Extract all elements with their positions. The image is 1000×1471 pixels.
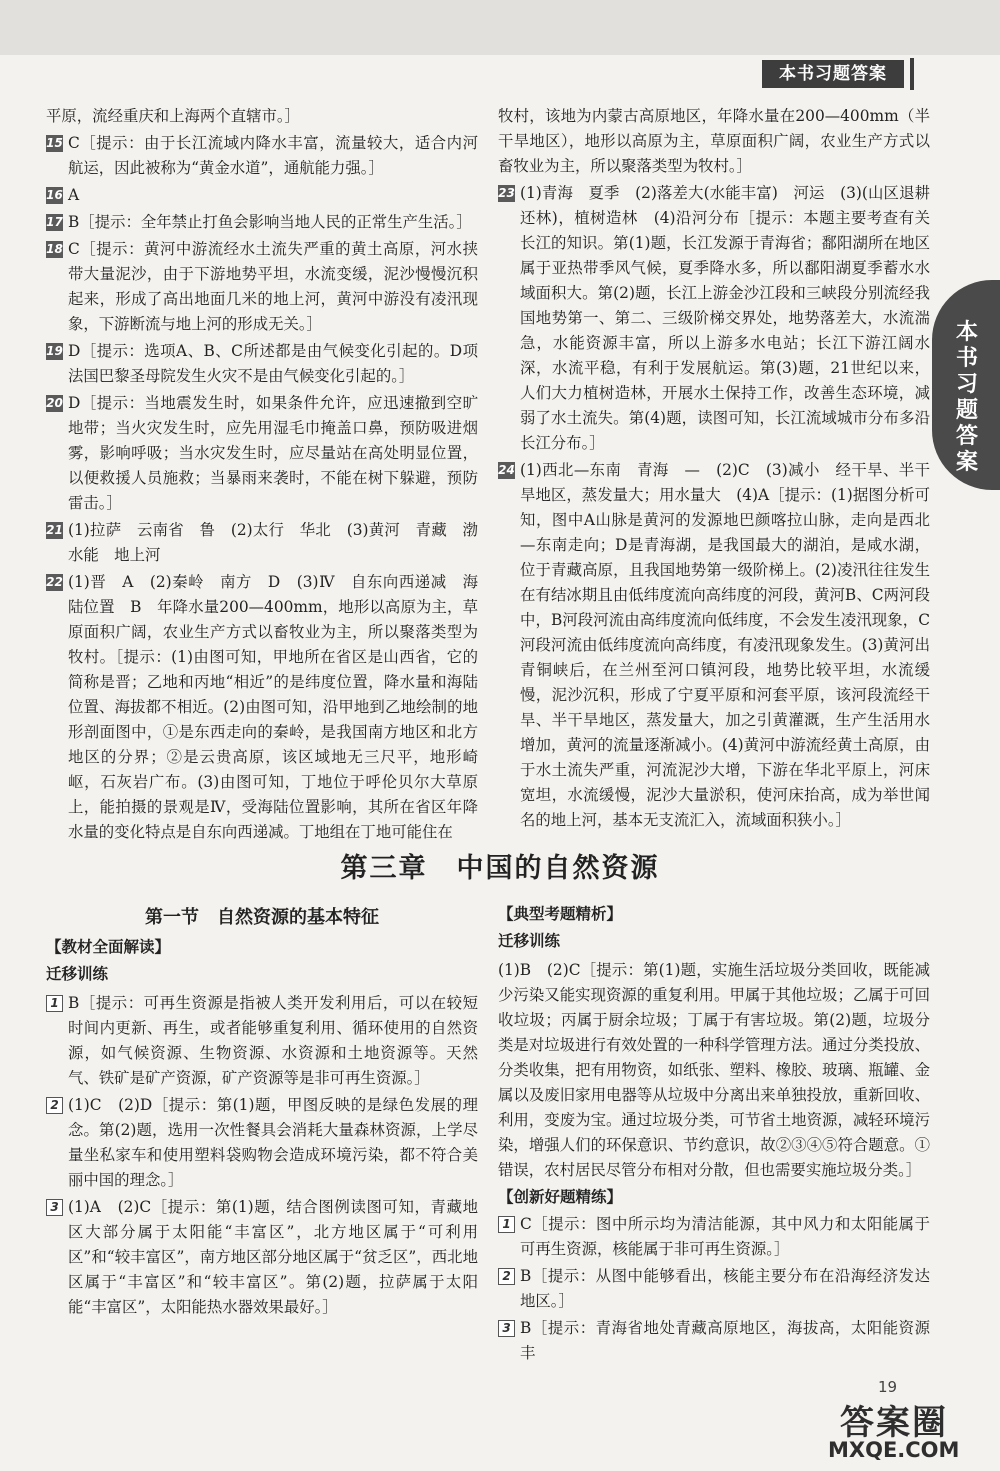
- answer-item: [46, 131, 478, 181]
- section-title: 第一节 自然资源的基本特征: [145, 907, 379, 928]
- right-bottom-items: [498, 1212, 930, 1366]
- question-number-badge: 1: [498, 1216, 515, 1233]
- question-number-badge: 16: [46, 188, 63, 202]
- answer-text: (1)A (2)C［提示：第(1)题，结合图例读图可知，青藏地区大部分属于太阳能“丰富区”，北方地区属于“可利用区”和“较丰富区”，南方地区部分地区属于“贫乏区”，西北地区属于“丰富区”和“较丰富区”。第(2)题，拉萨属于太阳能“丰富区”，太阳能热水器效果最好。］: [68, 1198, 478, 1316]
- section-head-typical: 【典型考题精析】: [498, 905, 623, 923]
- side-tab-label: 本书习题答案: [955, 320, 978, 475]
- answer-text: (1)C (2)D［提示：第(1)题，甲图反映的是绿色发展的理念。第(2)题，选用一次性餐具会消耗大量森林资源，上学尽量坐私家车和使用塑料袋购物会造成环境污染，都不符合美丽中国的理念。］: [68, 1096, 478, 1189]
- question-number-badge: 21: [46, 523, 63, 537]
- answer-text: C［提示：黄河中游流经水土流失严重的黄土高原，河水挟带大量泥沙，由于下游地势平坦，水流变缓，泥沙慢慢沉积起来，形成了高出地面几米的地上河，黄河中游没有凌汛现象，下游断流与地上河的形成无关。］: [68, 240, 478, 333]
- question-number-badge: 22: [46, 575, 63, 589]
- answer-text: (1)晋 A (2)秦岭 南方 D (3)Ⅳ 自东向西递减 海陆位置 B 年降水量200—400mm，地形以高原为主，草原面积广阔，农业生产方式以畜牧业为主，所以聚落类型为牧村。［提示：(1)由图可知，甲地所在省区是山西省，它的简称是晋；乙地和丙地“相近”的是纬度位置，降水量和海陆位置、海拔都不相近。(2)由图可知，沿甲地到乙地绘制的地形剖面图中，①是东西走向的秦岭，是我国南方地区和北方地区的分界；②是云贵高原，该区域地无三尺平，地形崎岖，石灰岩广布。(3)由图可知，丁地位于呼伦贝尔大草原上，能拍摄的景观是Ⅳ，受海陆位置影响，其所在省区年降水量的变化特点是自东向西递减。丁地组在丁地可能住在: [68, 573, 478, 841]
- answer-text: (1)拉萨 云南省 鲁 (2)太行 华北 (3)黄河 青藏 渤 水能 地上河: [68, 521, 494, 564]
- answer-text: B［提示：从图中能够看出，核能主要分布在沿海经济发达地区。］: [520, 1267, 930, 1310]
- question-number-badge: 3: [46, 1199, 63, 1216]
- answer-item: [46, 1093, 478, 1193]
- question-number-badge: 3: [498, 1320, 515, 1337]
- answer-item: [46, 183, 478, 208]
- answer-item: [46, 391, 478, 516]
- subsection-training: 迁移训练: [46, 965, 109, 983]
- answer-text: C［提示：图中所示均为清洁能源，其中风力和太阳能属于可再生资源，核能属于非可再生资源。］: [520, 1215, 930, 1258]
- answer-text: A: [68, 186, 80, 204]
- question-number-badge: 2: [498, 1268, 515, 1285]
- answer-text: D［提示：当地震发生时，如果条件允许，应迅速撤到空旷地带；当火灾发生时，应先用湿毛巾掩盖口鼻，预防吸进烟雾，影响呼吸；当水灾发生时，应尽量站在高处明显位置，以便救援人员施救；当暴雨来袭时，不能在树下躲避，预防雷击。］: [68, 394, 478, 512]
- page-number: 19: [878, 1378, 898, 1396]
- question-number-badge: 23: [498, 186, 515, 200]
- left-column-answers: [46, 104, 494, 847]
- question-number-badge: 15: [46, 136, 63, 150]
- answer-item: [46, 339, 478, 389]
- answer-text: C［提示：由于长江流域内降水丰富，流量较大，适合内河航运，因此被称为“黄金水道”，通航能力强。］: [68, 134, 478, 177]
- answer-text: 平原，流经重庆和上海两个直辖市。］: [46, 107, 300, 125]
- question-number-badge: 24: [498, 463, 515, 477]
- section-head-innovative: 【创新好题精练】: [498, 1188, 623, 1206]
- header-label: 本书习题答案: [762, 60, 904, 88]
- watermark-logo: 答案圈: [840, 1403, 948, 1443]
- answer-text: (1)青海 夏季 (2)落差大(水能丰富) 河运 (3)(山区退耕还林)，植树造林 (4)沿河分布［提示：本题主要考查有关长江的知识。第(1)题，长江发源于青海省；鄱阳湖所在地区属于亚热带季风气候，夏季降水多，所以鄱阳湖夏季蓄水水域面积大。第(2)题，长江上游金沙江段和三峡段分别流经我国地势第一、第二、三级阶梯交界处，地势落差大，水流湍急，水能资源丰富，所以上游多水电站；长江下游江阔水深，水流平稳，有利于发展航运。第(3)题，21世纪以来，人们大力植树造林，开展水土保持工作，改善生态环境，减弱了水土流失。第(4)题，读图可知，长江流域城市分布多沿长江分布。］: [520, 184, 930, 452]
- question-number-badge: 2: [46, 1097, 63, 1114]
- typical-answer-paragraph: (1)B (2)C［提示：第(1)题，实施生活垃圾分类回收，既能减少污染又能实现资源的重复利用。甲属于其他垃圾；乙属于可回收垃圾；丙属于厨余垃圾；丁属于有害垃圾。第(2)题，垃圾分类是对垃圾进行有效处置的一种科学管理方法。通过分类投放、分类收集，把有用物资，如纸张、塑料、橡胶、玻璃、瓶罐、金属以及废旧家用电器等从垃圾中分离出来单独投放，重新回收、利用，变废为宝。通过垃圾分类，可节省土地资源，减轻环境污染，增强人们的环保意识、节约意识，故②③④⑤符合题意。①错误，农村居民尽管分布相对分散，但也需要实施垃圾分类。］: [498, 961, 930, 1179]
- right-column-answers: [498, 104, 930, 835]
- answer-item: [46, 518, 494, 568]
- answer-continuation: [46, 104, 478, 129]
- answer-item: [498, 1316, 930, 1366]
- subsection-training-2: 迁移训练: [498, 932, 561, 950]
- answer-text: B［提示：青海省地处青藏高原地区，海拔高，太阳能资源丰: [520, 1319, 930, 1362]
- question-number-badge: 19: [46, 344, 63, 358]
- answer-item: [46, 991, 478, 1091]
- answer-text: 牧村，该地为内蒙古高原地区，年降水量在200—400mm（半干旱地区），地形以高原为主，草原面积广阔，农业生产方式以畜牧业为主，所以聚落类型为牧村。］: [498, 107, 930, 175]
- answer-item: [498, 181, 930, 456]
- header-bar: [910, 58, 914, 90]
- answer-item: [498, 458, 930, 833]
- answer-text: D［提示：选项A、B、C所述都是由气候变化引起的。D项法国巴黎圣母院发生火灾不是由气候变化引起的。］: [68, 342, 478, 385]
- left-bottom-section: [46, 933, 478, 1322]
- top-shadow-band: [0, 0, 1000, 55]
- chapter-title: 第三章 中国的自然资源: [340, 853, 660, 884]
- answer-item: [46, 1195, 478, 1320]
- answer-continuation: [498, 104, 930, 179]
- section-head-textbook: 【教材全面解读】: [46, 938, 171, 956]
- answer-item: [498, 1212, 930, 1262]
- question-number-badge: 17: [46, 215, 63, 229]
- answer-item: [46, 570, 478, 845]
- answer-text: (1)西北—东南 青海 — (2)C (3)减小 经干旱、半干旱地区，蒸发量大；用水量大 (4)A［提示：(1)据图分析可知，图中A山脉是黄河的发源地巴颜喀拉山脉，走向是西北—东南走向；D是青海湖，是我国最大的湖泊，是咸水湖，位于青藏高原，且我国地势第一级阶梯上。(2)凌汛往往发生在有结冰期且由低纬度流向高纬度的河段，黄河B、C两河段中，B河段河流由高纬度流向低纬度，不会发生凌汛现象，C河段河流由低纬度流向高纬度，有凌汛现象发生。(3)黄河出青铜峡后，在兰州至河口镇河段，地势比较平坦，水流缓慢，泥沙沉积，形成了宁夏平原和河套平原，该河段流经干旱、半干旱地区，蒸发量大，加之引黄灌溉，生产生活用水增加，黄河的流量逐渐减小。(4)黄河中游流经黄土高原，由于水土流失严重，河流泥沙大增，下游在华北平原上，河床宽坦，水流缓慢，泥沙大量淤积，使河床抬高，成为举世闻名的地上河，基本无支流汇入，流域面积狭小。］: [520, 461, 930, 829]
- answer-item: [498, 1264, 930, 1314]
- answer-text: B［提示：可再生资源是指被人类开发利用后，可以在较短时间内更新、再生，或者能够重复利用、循环使用的自然资源，如气候资源、生物资源、水资源和土地资源等。天然气、铁矿是矿产资源，矿产资源等是非可再生资源。］: [68, 994, 478, 1087]
- answer-text: B［提示：全年禁止打鱼会影响当地人民的正常生产生活。］: [68, 213, 472, 231]
- question-number-badge: 1: [46, 995, 63, 1012]
- answer-item: [46, 210, 478, 235]
- answer-item: [46, 237, 478, 337]
- right-bottom-section: [498, 900, 930, 1368]
- question-number-badge: 20: [46, 396, 63, 410]
- left-bottom-items: [46, 991, 478, 1320]
- question-number-badge: 18: [46, 242, 63, 256]
- watermark-url: MXQE.COM: [828, 1438, 960, 1462]
